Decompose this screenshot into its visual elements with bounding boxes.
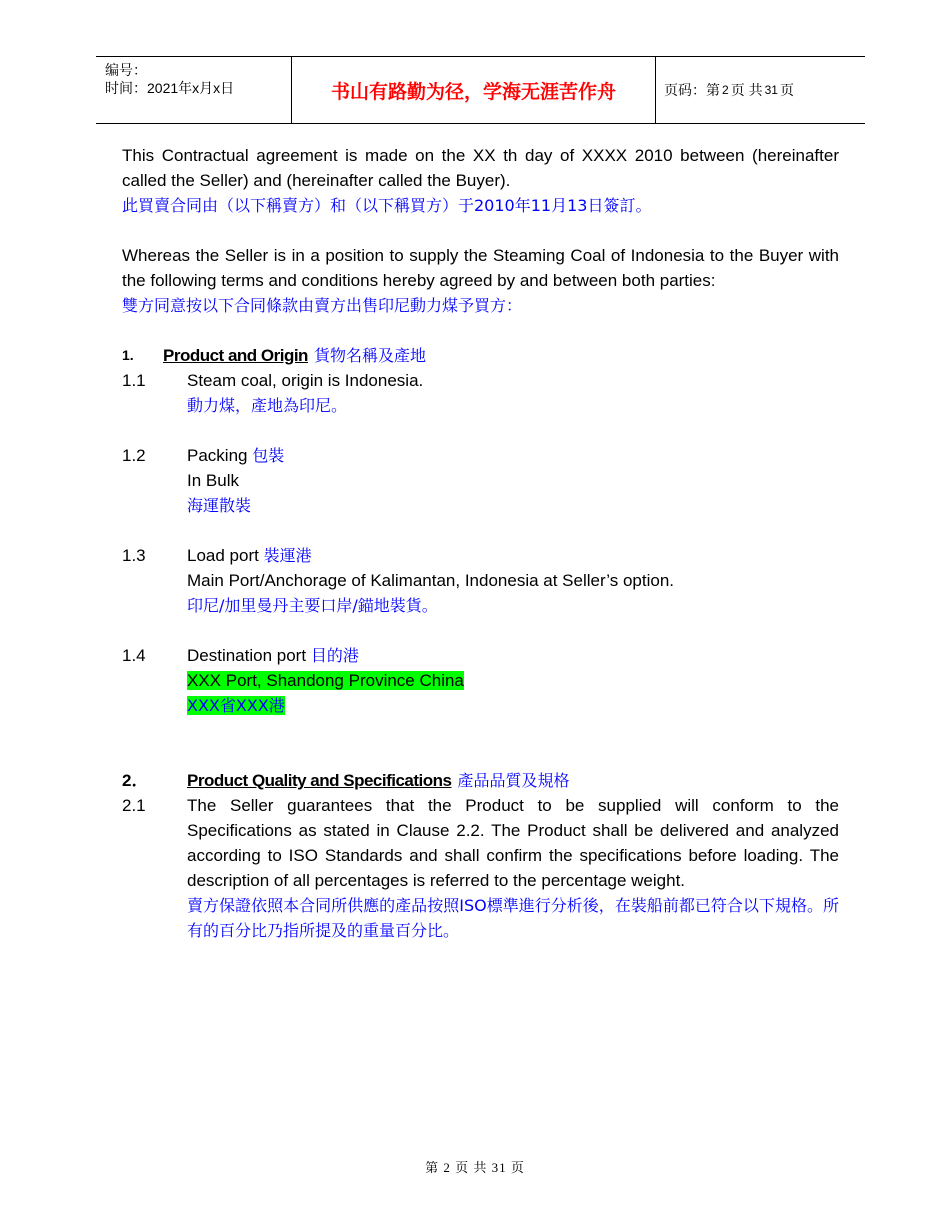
item-1-3 [122, 543, 839, 618]
item-text-cn: 海運散裝 [187, 496, 252, 515]
item-1-4 [122, 643, 839, 718]
item-label-cn: 包裝 [252, 446, 285, 465]
motto-cell [292, 57, 656, 123]
whereas-cn: 雙方同意按以下合同條款由賣方出售印尼動力煤予買方： [122, 296, 523, 315]
item-1-1 [122, 368, 839, 418]
intro-en: This Contractual agreement is made on the XX th day of XXXX 2010 between (hereinafter called the Seller) and (hereinafter called the Buyer). [122, 146, 839, 190]
section-1-title: Product and Origin [163, 346, 308, 365]
item-number: 1.1 [122, 371, 146, 390]
item-text-en: In Bulk [187, 471, 239, 490]
item-text-cn: 動力煤，產地為印尼。 [187, 396, 348, 415]
page-prefix: 页码：第 [664, 82, 720, 98]
highlighted-destination-cn: XXX省XXX港 [187, 696, 285, 715]
item-label: Load port [187, 546, 259, 565]
item-text-cn: 印尼/加里曼丹主要口岸/錨地裝貨。 [187, 596, 438, 615]
item-label: Packing [187, 446, 248, 465]
section-1-title-cn: 貨物名稱及產地 [313, 346, 426, 365]
item-text-cn: 賣方保證依照本合同所供應的產品按照ISO標準進行分析後，在裝船前都已符合以下規格。所有的百分比乃指所提及的重量百分比。 [187, 896, 839, 940]
item-number: 2.1 [122, 796, 146, 815]
item-label-cn: 目的港 [310, 646, 359, 665]
page-number: 2 [722, 83, 729, 97]
whereas-en: Whereas the Seller is in a position to supply the Steaming Coal of Indonesia to the Buyer with the following terms and conditions hereby agreed by and between both parties: [122, 246, 839, 290]
page-mid: 页 共 [730, 82, 763, 98]
page-number-cell [656, 57, 865, 123]
section-2-title: Product Quality and Specifications [187, 771, 452, 790]
section-1-heading [122, 343, 839, 368]
highlighted-destination-en: XXX Port, Shandong Province China [187, 671, 464, 690]
motto: 书山有路勤为径，学海无涯苦作舟 [330, 80, 616, 103]
section-2-title-cn: 產品品質及規格 [457, 771, 570, 790]
item-label: Destination port [187, 646, 307, 665]
time-label: 时间：2021年x月x日 [105, 80, 235, 96]
item-label-cn: 裝運港 [263, 546, 312, 565]
page-total: 31 [764, 83, 778, 97]
item-2-1 [122, 793, 839, 943]
item-number: 1.3 [122, 546, 146, 565]
intro-cn: 此買賣合同由（以下稱賣方）和（以下稱買方）于2010年11月13日簽訂。 [122, 196, 652, 215]
serial-label: 编号： [105, 62, 147, 78]
item-1-2 [122, 443, 839, 518]
section-2-heading [122, 768, 839, 793]
item-number: 1.4 [122, 646, 146, 665]
section-2-number: 2． [122, 771, 149, 790]
item-number: 1.2 [122, 446, 146, 465]
header-meta-cell [96, 57, 292, 123]
page-suffix: 页 [779, 82, 794, 98]
section-1-number: 1. [122, 347, 134, 363]
item-text-en: Steam coal, origin is Indonesia. [187, 371, 424, 390]
page-footer: 第 2 页 共 31 页 [425, 1160, 525, 1175]
item-text-en: Main Port/Anchorage of Kalimantan, Indonesia at Seller’s option. [187, 571, 674, 590]
document-body [122, 143, 839, 943]
header-table [96, 56, 865, 124]
item-text-en: The Seller guarantees that the Product to be supplied will conform to the Specifications as stated in Clause 2.2. The Product shall be delivered and analyzed according to ISO Standards and shall confirm the specifications before loading. The description of all percentages is referred to the percentage weight. [187, 796, 839, 890]
